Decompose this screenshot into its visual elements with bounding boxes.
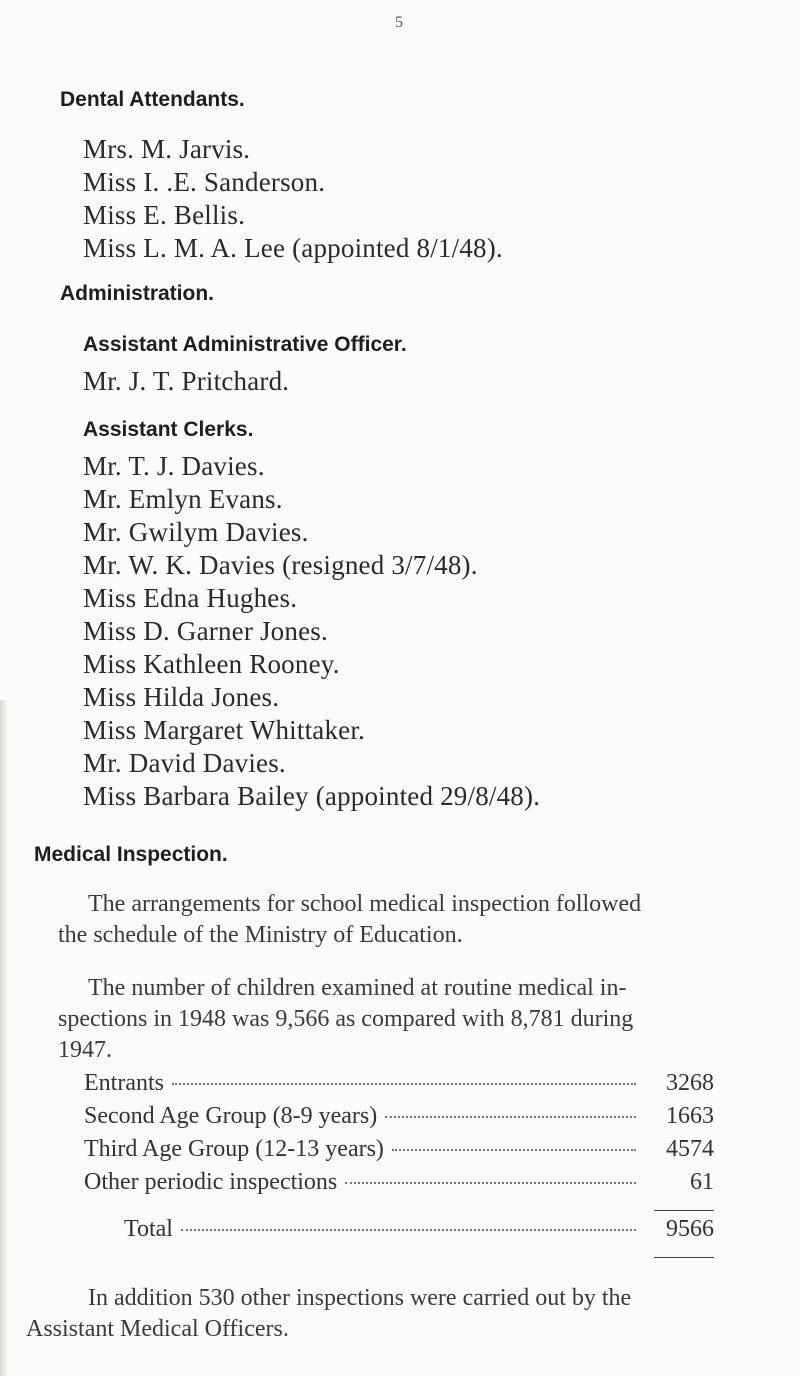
- medical-heading: Medical Inspection.: [34, 843, 228, 866]
- list-item: Mr. T. J. Davies.: [83, 451, 265, 481]
- list-item: Miss Barbara Bailey (appointed 29/8/48).: [83, 781, 541, 811]
- dot-leader: [385, 1116, 636, 1118]
- clerks-heading: Assistant Clerks.: [83, 418, 254, 441]
- list-item: Miss Hilda Jones.: [83, 682, 280, 712]
- dot-leader: [181, 1229, 636, 1231]
- table-row: [84, 1103, 714, 1130]
- paragraph-line: The arrangements for school medical inspection followed: [88, 891, 642, 917]
- dot-leader: [345, 1182, 636, 1184]
- total-row: [124, 1216, 714, 1243]
- total-rule-bottom: [654, 1257, 714, 1258]
- paragraph-line: The number of children examined at routine medical in-: [88, 975, 627, 1001]
- list-item: Mrs. M. Jarvis.: [83, 134, 251, 164]
- row-value: 4574: [666, 1136, 714, 1162]
- row-label: Third Age Group (12-13 years): [84, 1136, 384, 1162]
- row-label: Entrants: [84, 1070, 164, 1096]
- list-item: Miss Margaret Whittaker.: [83, 715, 365, 745]
- table-row: [84, 1070, 714, 1097]
- dental-heading: Dental Attendants.: [60, 88, 245, 111]
- total-label: Total: [124, 1216, 173, 1242]
- list-item: Miss I. .E. Sanderson.: [83, 167, 326, 197]
- table-row: [84, 1136, 714, 1163]
- total-value: 9566: [666, 1216, 714, 1242]
- row-value: 1663: [666, 1103, 714, 1129]
- row-label: Other periodic inspections: [84, 1169, 338, 1195]
- paragraph-line: In addition 530 other inspections were carried out by the: [88, 1285, 632, 1311]
- officer-heading: Assistant Administrative Officer.: [83, 333, 407, 356]
- page-edge-shadow: [0, 700, 8, 1376]
- paragraph-line: spections in 1948 was 9,566 as compared with 8,781 during: [58, 1006, 634, 1032]
- list-item: Miss Kathleen Rooney.: [83, 649, 340, 679]
- row-value: 61: [690, 1169, 714, 1195]
- list-item: Miss D. Garner Jones.: [83, 616, 328, 646]
- administration-heading: Administration.: [60, 282, 215, 305]
- dot-leader: [172, 1083, 636, 1085]
- paragraph-line: the schedule of the Ministry of Education.: [58, 922, 463, 948]
- officer-name: Mr. J. T. Pritchard.: [83, 366, 290, 396]
- paragraph-line: Assistant Medical Officers.: [26, 1316, 289, 1342]
- page-number: 5: [395, 14, 403, 31]
- paragraph-line: 1947.: [58, 1037, 112, 1063]
- list-item: Miss E. Bellis.: [83, 200, 246, 230]
- list-item: Mr. David Davies.: [83, 748, 286, 778]
- dot-leader: [392, 1149, 636, 1151]
- list-item: Mr. Emlyn Evans.: [83, 484, 283, 514]
- list-item: Mr. Gwilym Davies.: [83, 517, 309, 547]
- row-value: 3268: [666, 1070, 714, 1096]
- row-label: Second Age Group (8-9 years): [84, 1103, 378, 1129]
- list-item: Miss Edna Hughes.: [83, 583, 298, 613]
- list-item: Miss L. M. A. Lee (appointed 8/1/48).: [83, 233, 503, 263]
- total-rule-top: [654, 1210, 714, 1211]
- list-item: Mr. W. K. Davies (resigned 3/7/48).: [83, 550, 478, 580]
- table-row: [84, 1169, 714, 1196]
